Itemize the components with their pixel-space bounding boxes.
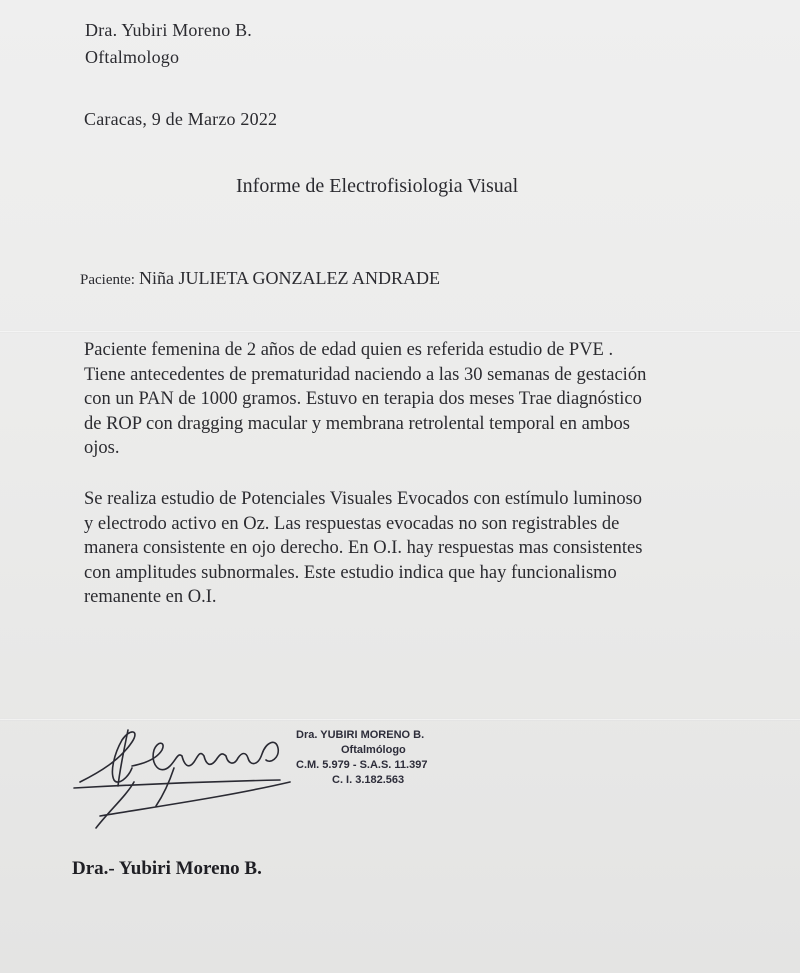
patient-label: Paciente:	[80, 272, 135, 288]
paragraph-findings	[84, 487, 746, 610]
paragraph-line: Paciente femenina de 2 años de edad quien es referida estudio de PVE .	[84, 340, 614, 360]
paragraph-line: remanente en O.I.	[84, 587, 217, 607]
document-title: Informe de Electrofisiologia Visual	[236, 175, 519, 197]
paragraph-line: ojos.	[84, 438, 120, 458]
paragraph-line: con amplitudes subnormales. Este estudio indica que hay funcionalismo	[84, 562, 617, 583]
stamp-line: C. I. 3.182.563	[332, 774, 405, 786]
paper-fold	[0, 330, 800, 333]
patient-line	[80, 268, 440, 289]
paragraph-line: de ROP con dragging macular y membrana retrolental temporal en ambos	[84, 413, 630, 434]
doctor-stamp	[296, 728, 427, 788]
signer-name: Dra.- Yubiri Moreno B.	[72, 858, 262, 879]
stamp-line: C.M. 5.979 - S.A.S. 11.397	[296, 759, 428, 771]
paragraph-history	[84, 338, 746, 461]
paragraph-line: Tiene antecedentes de prematuridad naciendo a las 30 semanas de gestación	[84, 364, 647, 385]
date-line: Caracas, 9 de Marzo 2022	[84, 109, 278, 129]
stamp-line: Dra. YUBIRI MORENO B.	[296, 729, 425, 741]
stamp-line: Oftalmólogo	[341, 744, 406, 756]
paragraph-line: con un PAN de 1000 gramos. Estuvo en terapia dos meses Trae diagnóstico	[84, 389, 642, 409]
header-specialty: Oftalmologo	[85, 47, 180, 67]
paragraph-line: y electrodo activo en Oz. Las respuestas evocadas no son registrables de	[84, 513, 620, 534]
paragraph-line: manera consistente en ojo derecho. En O.I. hay respuestas mas consistentes	[84, 538, 643, 558]
header-doctor: Dra. Yubiri Moreno B.	[85, 20, 253, 40]
patient-name: Niña JULIETA GONZALEZ ANDRADE	[138, 268, 441, 288]
paragraph-line: Se realiza estudio de Potenciales Visuales Evocados con estímulo luminoso	[84, 489, 643, 509]
